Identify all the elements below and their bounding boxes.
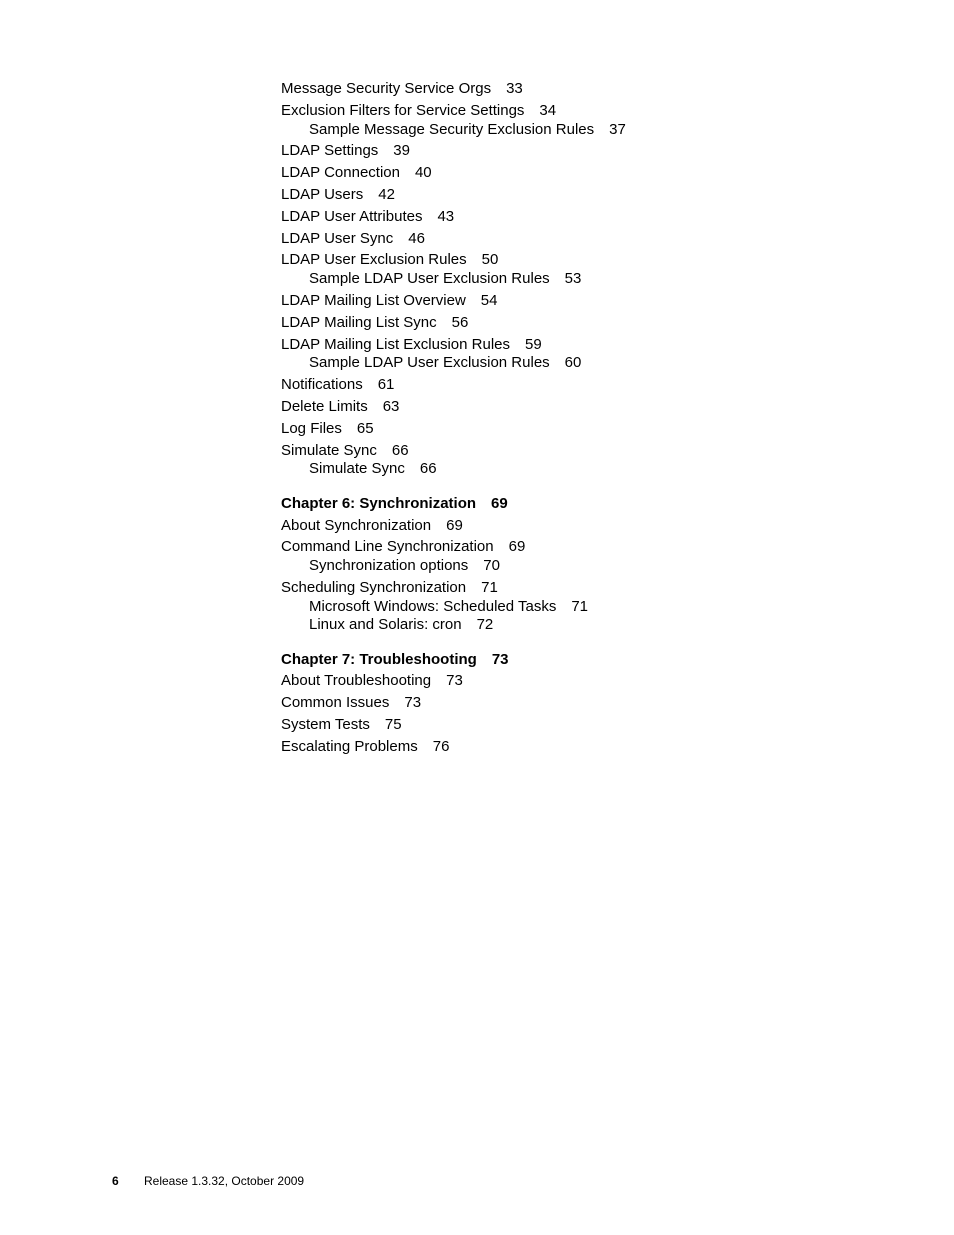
toc-entry[interactable] bbox=[281, 314, 468, 332]
toc-subentry[interactable] bbox=[309, 598, 588, 616]
toc-entry[interactable] bbox=[281, 672, 463, 690]
toc-entry-title: Message Security Service Orgs bbox=[281, 80, 492, 97]
toc-entry-page: 73 bbox=[446, 672, 463, 689]
toc-subentry[interactable] bbox=[309, 270, 581, 288]
toc-entry-page: 59 bbox=[525, 336, 542, 353]
toc-entry-page: 50 bbox=[481, 251, 499, 268]
toc-entry[interactable] bbox=[281, 186, 395, 204]
toc-entry-page: 69 bbox=[446, 517, 463, 534]
toc-entry-page: 70 bbox=[483, 557, 500, 574]
toc-entry[interactable] bbox=[281, 538, 525, 556]
table-of-contents bbox=[281, 0, 901, 800]
toc-entry-page: 54 bbox=[480, 292, 498, 309]
toc-entry-title: LDAP Mailing List Overview bbox=[281, 292, 466, 309]
toc-entry-page: 63 bbox=[382, 398, 400, 415]
toc-entry[interactable] bbox=[281, 142, 410, 160]
toc-entry-page: 33 bbox=[506, 80, 523, 97]
toc-entry-title: Exclusion Filters for Service Settings bbox=[281, 102, 525, 119]
toc-subentry[interactable] bbox=[309, 121, 626, 139]
toc-entry-title: Chapter 7: Troubleshooting bbox=[281, 651, 477, 668]
toc-entry-title: Command Line Synchronization bbox=[281, 538, 494, 555]
toc-entry-title: System Tests bbox=[281, 716, 370, 733]
toc-entry-page: 71 bbox=[481, 579, 498, 596]
toc-entry-page: 72 bbox=[476, 616, 494, 633]
toc-entry-title: LDAP User Sync bbox=[281, 230, 394, 247]
toc-subentry[interactable] bbox=[309, 616, 493, 634]
toc-entry-title: Common Issues bbox=[281, 694, 390, 711]
toc-entry-title: Linux and Solaris: cron bbox=[309, 616, 462, 633]
toc-entry-page: 43 bbox=[437, 208, 455, 225]
toc-entry[interactable] bbox=[281, 517, 463, 535]
page-number: 6 bbox=[112, 1174, 119, 1188]
toc-entry[interactable] bbox=[281, 336, 542, 354]
toc-entry-page: 53 bbox=[564, 270, 582, 287]
toc-entry-page: 69 bbox=[508, 538, 526, 555]
toc-entry[interactable] bbox=[281, 230, 425, 248]
toc-entry-title: LDAP Mailing List Sync bbox=[281, 314, 437, 331]
toc-entry[interactable] bbox=[281, 716, 402, 734]
toc-entry-title: Notifications bbox=[281, 376, 363, 393]
toc-entry[interactable] bbox=[281, 420, 374, 438]
toc-entry[interactable] bbox=[281, 738, 449, 756]
toc-subentry[interactable] bbox=[309, 460, 437, 478]
toc-entry-title: Log Files bbox=[281, 420, 342, 437]
toc-entry-title: Delete Limits bbox=[281, 398, 368, 415]
toc-entry-title: Sample Message Security Exclusion Rules bbox=[309, 121, 595, 138]
toc-entry-title: LDAP Connection bbox=[281, 164, 400, 181]
toc-entry[interactable] bbox=[281, 208, 454, 226]
toc-entry[interactable] bbox=[281, 164, 432, 182]
toc-entry[interactable] bbox=[281, 251, 498, 269]
toc-entry[interactable] bbox=[281, 398, 399, 416]
page-footer bbox=[112, 1174, 304, 1189]
toc-entry-title: About Synchronization bbox=[281, 517, 432, 534]
toc-entry-title: Scheduling Synchronization bbox=[281, 579, 467, 596]
toc-subentry[interactable] bbox=[309, 354, 581, 372]
toc-entry[interactable] bbox=[281, 292, 497, 310]
toc-entry-title: LDAP User Attributes bbox=[281, 208, 423, 225]
toc-chapter-heading[interactable] bbox=[281, 495, 508, 513]
toc-entry[interactable] bbox=[281, 376, 394, 394]
toc-entry-title: LDAP Mailing List Exclusion Rules bbox=[281, 336, 510, 353]
toc-entry-title: LDAP User Exclusion Rules bbox=[281, 251, 467, 268]
toc-entry[interactable] bbox=[281, 442, 409, 460]
toc-chapter-heading[interactable] bbox=[281, 651, 509, 669]
toc-entry-page: 71 bbox=[571, 598, 589, 615]
toc-entry-page: 66 bbox=[391, 442, 409, 459]
toc-entry-title: Microsoft Windows: Scheduled Tasks bbox=[309, 598, 557, 615]
toc-entry-title: Simulate Sync bbox=[309, 460, 405, 477]
toc-entry-title: Sample LDAP User Exclusion Rules bbox=[309, 270, 550, 287]
toc-entry[interactable] bbox=[281, 694, 421, 712]
toc-entry[interactable] bbox=[281, 579, 498, 597]
toc-entry-title: Synchronization options bbox=[309, 557, 469, 574]
toc-entry-page: 69 bbox=[491, 495, 508, 512]
toc-entry-page: 34 bbox=[539, 102, 557, 119]
toc-entry-page: 42 bbox=[378, 186, 395, 203]
toc-entry-title: Simulate Sync bbox=[281, 442, 377, 459]
toc-entry-page: 73 bbox=[491, 651, 509, 668]
toc-entry-title: LDAP Settings bbox=[281, 142, 379, 159]
toc-entry-page: 60 bbox=[564, 354, 582, 371]
toc-entry[interactable] bbox=[281, 102, 556, 120]
toc-entry-page: 46 bbox=[408, 230, 425, 247]
toc-entry-page: 75 bbox=[384, 716, 402, 733]
toc-entry-title: LDAP Users bbox=[281, 186, 364, 203]
toc-entry-title: Escalating Problems bbox=[281, 738, 418, 755]
toc-entry-page: 40 bbox=[414, 164, 432, 181]
toc-entry-page: 66 bbox=[419, 460, 437, 477]
toc-entry-page: 37 bbox=[609, 121, 626, 138]
toc-entry[interactable] bbox=[281, 80, 523, 98]
toc-entry-page: 39 bbox=[393, 142, 410, 159]
toc-entry-page: 73 bbox=[404, 694, 422, 711]
toc-entry-page: 76 bbox=[432, 738, 450, 755]
toc-subentry[interactable] bbox=[309, 557, 500, 575]
toc-entry-page: 65 bbox=[356, 420, 374, 437]
toc-entry-page: 56 bbox=[451, 314, 469, 331]
toc-entry-page: 61 bbox=[377, 376, 395, 393]
toc-entry-title: Chapter 6: Synchronization bbox=[281, 495, 477, 512]
toc-entry-title: About Troubleshooting bbox=[281, 672, 432, 689]
toc-entry-title: Sample LDAP User Exclusion Rules bbox=[309, 354, 550, 371]
release-info: Release 1.3.32, October 2009 bbox=[144, 1174, 305, 1188]
